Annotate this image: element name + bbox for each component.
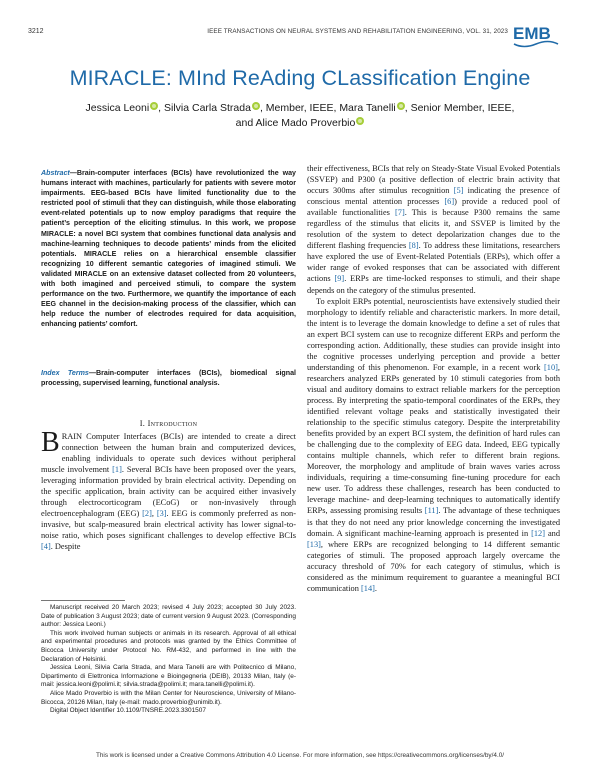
citation-link[interactable]: [6]: [444, 197, 455, 207]
body-text: . The advantage of these techniques is that they do not need any prior knowledge concerning the investigated domain. A significant machine-learning approach is presented in: [307, 506, 560, 538]
footnote-affiliation: Alice Mado Proverbio is with the Milan Center for Neuroscience, University of Milano-Bicocca, 20126 Milan, Italy (e-mail: mado.proverbio@unimib.it).: [41, 689, 296, 706]
body-text: . This is because P300 remains the same regardless of the stimulus that elicits it, and SSVEP is limited by the resolution of the system to detect depolarization changes due to the different flashing frequencies: [307, 208, 560, 251]
body-text: , researchers analyzed ERPs generated by 10 stimuli categories from both visual and auditory domains to extract reliable markers for the perception process. By interpreting the spatio-temporal coordinates of the ERPs, they identified relevant voltage peaks and statistically investigated their relationship to the specific stimulus category. Despite the interpretability benefits provided by an expert BCI system, the definition of hard rules can be challenging due to the complexity of EEG data. Indeed, EEG typically contains multiple channels, which refer to different brain regions. Moreover, the morphology and amplitude of brain waves varies across individuals, requiring a time-consuming fine-tuning procedure for each new user. To address these challenges, research has been conducted to leverage machine- and deep-learning techniques to automatically identify ERPs, assessing promising results: [307, 362, 560, 516]
footnote-ethics: This work involved human subjects or animals in its research. Approval of all ethical and experimental procedures and protocols was granted by the Ethics Committee of Bicocca University under Protocol No. RM-432, and performed in line with the Declaration of Helsinki.: [41, 629, 296, 663]
author-name: , Silvia Carla Strada: [158, 102, 251, 114]
citation-link[interactable]: [13]: [307, 539, 321, 549]
section-number: I.: [139, 419, 146, 428]
citation-link[interactable]: [7]: [395, 208, 405, 218]
abstract: [41, 168, 296, 330]
abstract-label: Abstract: [41, 169, 70, 177]
body-text: and: [544, 528, 560, 538]
footnote-affiliation: Jessica Leoni, Silvia Carla Strada, and Mara Tanelli are with Politecnico di Milano, Dipartimento di Elettronica Informazione e Bioingegneria (DEIB), 20133 Milan, Italy (e-mail: jessica.leoni@polimi.it; silvia.strada@polimi.it; mara.tanelli@polimi.it).: [41, 664, 296, 689]
author-name: Jessica Leoni: [85, 102, 150, 114]
paragraph: [307, 163, 560, 296]
license-footer: This work is licensed under a Creative Commons Attribution 4.0 License. For more information, see https://creativecommons.org/licenses/by/4.0/: [95, 752, 505, 759]
orcid-icon[interactable]: [397, 102, 405, 110]
section-title: Introduction: [147, 419, 198, 428]
footnotes: [41, 604, 296, 716]
footnote-rule: [41, 600, 125, 601]
section-heading: [41, 419, 296, 428]
body-text: . Despite: [50, 542, 81, 552]
citation-link[interactable]: [9]: [334, 274, 345, 284]
body-text: indicating the presence of conscious mental attention processes: [307, 186, 560, 207]
footnote-doi: Digital Object Identifier 10.1109/TNSRE.2023.3301507: [50, 707, 206, 715]
orcid-icon[interactable]: [356, 117, 364, 125]
citation-link[interactable]: [1]: [112, 465, 122, 475]
drop-cap: B: [41, 427, 60, 458]
abstract-text: —Brain-computer interfaces (BCIs) have revolutionized the way humans interact with machines, particularly for patients with severe motor impairments. EEG-based BCIs have limited functionality due to the restricted pool of stimuli that they can distinguish, while those elaborating event-related potentials up to now employ paradigms that require the patient’s perception of the eliciting stimulus. In this work, we propose MIRACLE: a novel BCI system that combines functional data analysis and machine-learning techniques to decode patients’ minds from the elicited potentials. MIRACLE relies on a hierarchical ensemble classifier recognizing 10 different semantic categories of imagined stimuli. We validated MIRACLE on an extensive dataset collected from 20 volunteers, with both imagined and perceived stimuli, to compare the system performance on the two. Furthermore, we quantify the importance of each EEG channel in the decision-making process of the classifier, which can help reduce the number of electrodes required for data acquisition, enhancing patients’ comfort.: [41, 169, 296, 329]
author-list: [40, 101, 560, 131]
index-terms-label: Index Terms: [41, 369, 89, 377]
author-name: , Member, IEEE, Mara Tanelli: [259, 102, 396, 114]
citation-link[interactable]: [4]: [41, 542, 51, 552]
page-number: 3212: [28, 28, 44, 35]
body-text: ,: [151, 509, 157, 519]
citation-link[interactable]: [2]: [142, 509, 152, 519]
citation-link[interactable]: [5]: [453, 186, 464, 196]
journal-header: IEEE TRANSACTIONS ON NEURAL SYSTEMS AND REHABILITATION ENGINEERING, VOL. 31, 2023: [207, 28, 508, 35]
body-text: , where ERPs are recognized belonging to 14 different semantic categories of stimuli. The proposed approach largely overcame the accuracy threshold of 70% for each category of stimulus, which is considered as the minimum requirement to guarantee a meaningful BCI communication: [307, 539, 560, 593]
author-name: and Alice Mado Proverbio: [235, 117, 356, 129]
footnote-manuscript: Manuscript received 20 March 2023; revised 4 July 2023; accepted 30 July 2023. Date of publication 3 August 2023; date of current version 9 August 2023. (Corresponding author: Jessica Leoni.): [41, 604, 296, 629]
orcid-icon[interactable]: [150, 102, 158, 110]
citation-link[interactable]: [14]: [361, 583, 375, 593]
body-text: . ERPs are time-locked responses to stimuli, and their shape depends on the category of the stimulus presented.: [307, 274, 560, 295]
body-text: . To address these limitations, researchers have explored the use of Event-Related Potentials (ERPs), which offer a wider range of evoked responses that can be associated with different actions: [307, 241, 561, 284]
citation-link[interactable]: [3]: [156, 509, 167, 519]
body-text: . EEG is commonly preferred as non-invasive, but scalp-measured brain electrical activity has lower signal-to-noise ratio, which poses significant challenges to develop effective BCIs: [41, 509, 297, 541]
citation-link[interactable]: [12]: [531, 528, 545, 538]
author-name: , Senior Member, IEEE,: [404, 102, 515, 114]
body-text: RAIN Computer Interfaces (BCIs) are intended to create a direct connection between the human brain and computerized devices, enabling individuals to operate such devices without peripheral muscle involvement: [41, 432, 296, 475]
body-text: To exploit ERPs potential, neuroscientists have extensively studied their morphology to identify reliable and characteristic markers. In more detail, the intent is to leverage the domain knowledge to define a set of rules that an expert BCI system can use to recognize different ERPs and perform the corresponding action. Additionally, these studies can provide insight into the cognitive processes underlying perception and provide a better understanding of this phenomenon. For example, in a recent work: [307, 296, 560, 372]
body-text: their effectiveness, BCIs that rely on Steady-State Visual Evoked Potentials (SSVEP) and P300 (a positive deflection of electric brain activity that occurs 300ms after stimulus recognition: [307, 164, 560, 196]
citation-link[interactable]: [8]: [408, 241, 419, 251]
body-text: ) provide a reduced pool of available functionalities: [307, 197, 561, 218]
orcid-icon[interactable]: [252, 102, 260, 110]
emb-logo: [512, 22, 560, 50]
paragraph: [307, 296, 560, 594]
index-terms-text: —Brain-computer interfaces (BCIs), biomedical signal processing, supervised learning, functional analysis.: [41, 369, 297, 388]
body-text: .: [374, 583, 377, 593]
emb-logo-text: EMB: [513, 24, 551, 43]
right-column: [307, 163, 560, 594]
body-text: . Several BCIs have been proposed over the years, leveraging information provided by brain electrical activity. Depending on the specific application, brain activity can be acquired either invasively through electrocorticogram (ECoG) or non-invasively through electroencephalogram (EEG): [41, 465, 296, 519]
citation-link[interactable]: [11]: [424, 506, 439, 516]
citation-link[interactable]: [10]: [544, 362, 558, 372]
paper-title: MIRACLE: MInd ReAding CLassification Engine: [69, 66, 531, 90]
intro-paragraph: [41, 427, 297, 553]
index-terms: [41, 368, 296, 388]
